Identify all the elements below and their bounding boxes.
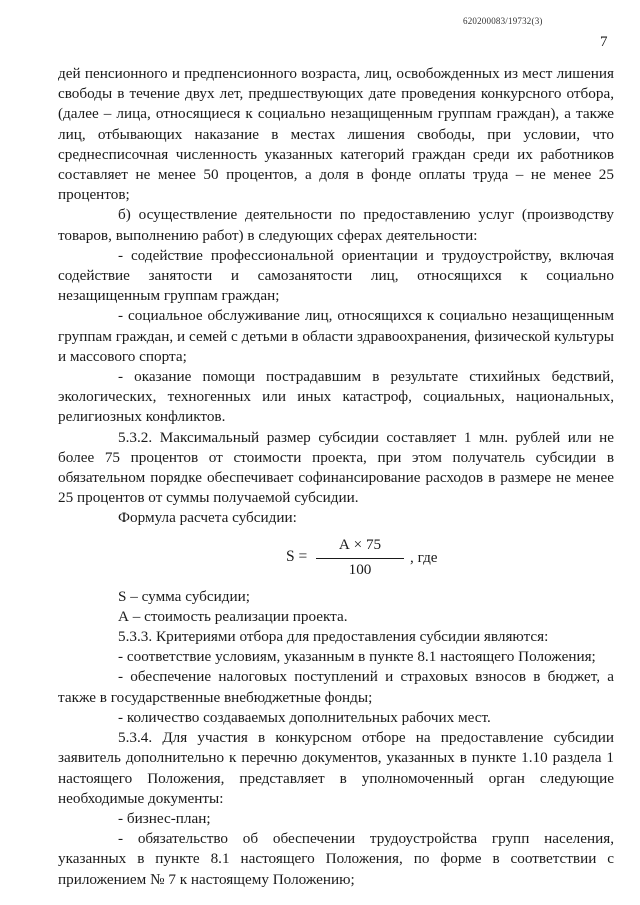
list-item: - бизнес-план;	[118, 809, 211, 827]
fraction-bar	[316, 558, 404, 559]
list-item: - соответствие условиям, указанным в пункте 8.1 настоящего Положения;	[118, 648, 596, 666]
formula-suffix: , где	[410, 548, 438, 566]
paragraph: 5.3.3. Критериями отбора для предоставления субсидии являются:	[118, 628, 549, 646]
formula-denominator: 100	[348, 560, 372, 578]
paragraph: б) осуществление деятельности по предоставлению услуг (производству товаров, выполнению работ) в следующих сферах деятельности:	[58, 206, 614, 244]
list-item: - обязательство об обеспечении трудоустройства групп населения, указанных в пункте 8.1 настоящего Положения, по форме в соответствии с приложением № 7 к настоящему Положению;	[58, 830, 614, 888]
definition: А – стоимость реализации проекта.	[118, 607, 348, 625]
paragraph: 5.3.2. Максимальный размер субсидии составляет 1 млн. рублей или не более 75 процентов от стоимости проекта, при этом получатель субсидии в обязательном порядке обеспечивает софинансирование расходов в размере не менее 25 процентов от суммы получаемой субсидии.	[58, 428, 614, 507]
paragraph: Формула расчета субсидии:	[118, 509, 297, 527]
list-item: - социальное обслуживание лиц, относящихся к социально незащищенным группам граждан, и семей с детьми в области здравоохранения, физической культуры и массового спорта;	[58, 307, 614, 365]
document-body	[58, 64, 614, 890]
formula-lhs: S =	[286, 547, 308, 565]
definition: S – сумма субсидии;	[118, 587, 250, 605]
subsidy-formula	[58, 535, 614, 583]
list-item: - содействие профессиональной ориентации и трудоустройству, включая содействие занятости и самозанятости лиц, относящихся к социально незащищенным группам граждан;	[58, 246, 614, 305]
formula-numerator: А × 75	[338, 535, 382, 553]
list-item: - обеспечение налоговых поступлений и страховых взносов в бюджет, а также в государственные внебюджетные фонды;	[58, 668, 614, 706]
paragraph: дей пенсионного и предпенсионного возраста, лиц, освобожденных из мест лишения свободы в течение двух лет, предшествующих дате проведения конкурсного отбора, (далее – лица, относящиеся к социально незащищенным группам граждан), а также лиц, отбывающих наказание в местах лишения свободы, при условии, что среднесписочная численность указанных категорий граждан среди их работников составляет не менее 50 процентов, а доля в фонде оплаты труда – не менее 25 процентов;	[58, 65, 614, 204]
list-item: - количество создаваемых дополнительных рабочих мест.	[118, 708, 491, 726]
document-id: 620200083/19732(3)	[463, 16, 543, 26]
paragraph: 5.3.4. Для участия в конкурсном отборе на предоставление субсидии заявитель дополнительно к перечню документов, указанных в пункте 1.10 раздела 1 настоящего Положения, представляет в уполномоченный орган следующие необходимые документы:	[58, 729, 614, 807]
list-item: - оказание помощи пострадавшим в результате стихийных бедствий, экологических, техногенных или иных катастроф, социальных, национальных, религиозных конфликтов.	[58, 368, 614, 426]
page-number: 7	[600, 34, 608, 50]
